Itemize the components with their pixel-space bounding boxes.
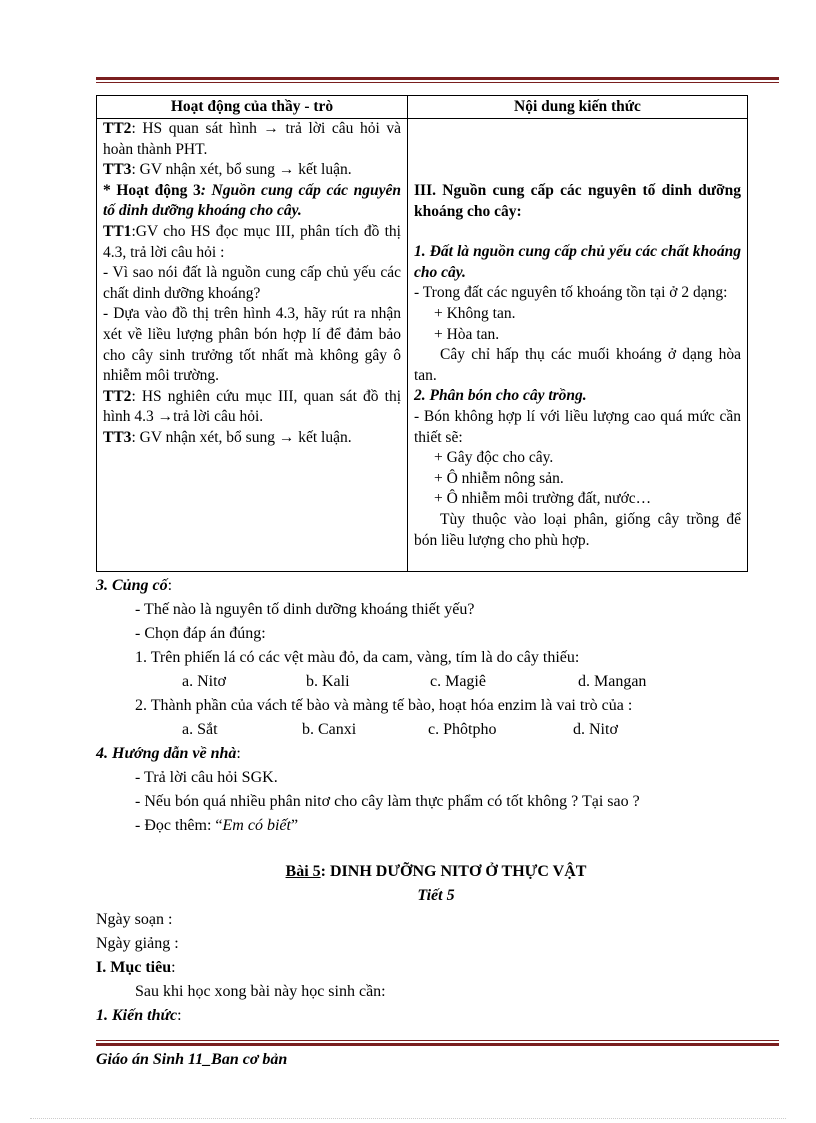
- content-gap: [414, 222, 741, 242]
- mc-question2: 2. Thành phần của vách tế bào và màng tế bào, hoạt hóa enzim là vai trò của :: [135, 697, 633, 714]
- sub1-item1: + Không tan.: [434, 304, 516, 322]
- page-edge: [30, 1118, 786, 1119]
- content-cell: [408, 119, 748, 572]
- sub2-line: - Bón không hợp lí với liều lượng cao quá mức cần thiết sẽ:: [414, 407, 741, 446]
- section-title: III. Nguồn cung cấp các nguyên tố dinh dưỡng khoáng cho cây:: [414, 182, 741, 220]
- footer-text: Giáo án Sinh 11_Ban cơ bản: [96, 1051, 288, 1068]
- header-teacher-student: Hoạt động của thầy - trò: [97, 96, 408, 119]
- objectives-line: Sau khi học xong bài này học sinh cần:: [135, 983, 386, 1000]
- lesson-title: Bài 5: DINH DƯỠNG NITƠ Ở THỰC VẬT: [285, 863, 587, 880]
- header-knowledge: Nội dung kiến thức: [408, 96, 748, 119]
- mc1-option-c: c. Magiê: [430, 673, 486, 690]
- left-line-tt3: TT3: GV nhận xét, bổ sung → kết luận.: [103, 161, 352, 179]
- table-row: [97, 119, 748, 572]
- mc1-option-d: d. Mangan: [578, 673, 647, 690]
- mc2-option-b: b. Canxi: [302, 721, 357, 738]
- sub1-item2: + Hòa tan.: [434, 325, 500, 343]
- mc1-option-b: b. Kali: [306, 673, 350, 690]
- objectives-heading: I. Mục tiêu:: [96, 959, 176, 976]
- huongdan-line3: - Đọc thêm: “Em có biết”: [135, 817, 299, 834]
- mc2-option-d: d. Nitơ: [573, 721, 618, 738]
- cungco-question2: - Chọn đáp án đúng:: [135, 625, 266, 642]
- sub1-line: - Trong đất các nguyên tố khoáng tồn tại ở 2 dạng:: [414, 284, 728, 302]
- left-line-question2: - Dựa vào đồ thị trên hình 4.3, hãy rút ra nhận xét về liều lượng phân bón hợp lí để đảm bảo cho cây sinh trưởng tốt nhất mà không gây ô nhiễm môi trường.: [103, 305, 401, 385]
- huongdan-line2: - Nếu bón quá nhiều phân nitơ cho cây làm thực phẩm có tốt không ? Tại sao ?: [135, 793, 640, 810]
- left-line-tt1: TT1:GV cho HS đọc mục III, phân tích đồ thị 4.3, trả lời câu hỏi :: [103, 222, 401, 261]
- date-prepared: Ngày soạn :: [96, 911, 173, 928]
- sub2-title: 2. Phân bón cho cây trồng.: [414, 387, 587, 405]
- left-line-tt3b: TT3: GV nhận xét, bổ sung → kết luận.: [103, 428, 352, 446]
- left-line-tt2: TT2: HS quan sát hình → trả lời câu hỏi và hoàn thành PHT.: [103, 120, 401, 158]
- mc1-option-a: a. Nitơ: [182, 673, 227, 690]
- huongdan-line1: - Trả lời câu hỏi SGK.: [135, 769, 278, 786]
- table-header-row: [97, 96, 748, 119]
- huongdan-heading: 4. Hướng dẫn về nhà:: [96, 745, 241, 762]
- lesson-period: Tiết 5: [417, 887, 455, 904]
- header-rule-thin: [96, 82, 779, 83]
- content-spacer: [414, 119, 741, 181]
- mc2-option-a: a. Sắt: [182, 721, 218, 738]
- footer-rule-thin: [96, 1040, 779, 1041]
- knowledge-heading: 1. Kiến thức:: [96, 1007, 182, 1024]
- lesson-table: [96, 95, 748, 572]
- sub1-note: Cây chỉ hấp thụ các muối khoáng ở dạng hòa tan.: [414, 346, 741, 384]
- date-taught: Ngày giảng :: [96, 935, 179, 952]
- sub2-item3: + Ô nhiễm môi trường đất, nước…: [434, 490, 652, 508]
- footer-rule-thick: [96, 1043, 779, 1046]
- left-line-question1: - Vì sao nói đất là nguồn cung cấp chủ yếu các chất dinh dưỡng khoáng?: [103, 264, 401, 302]
- sub2-note: Tùy thuộc vào loại phân, giống cây trồng để bón liều lượng cho phù hợp.: [414, 510, 741, 549]
- header-rule-thick: [96, 77, 779, 80]
- left-line-activity3: * Hoạt động 3: Nguồn cung cấp các nguyên tố dinh dưỡng khoáng cho cây.: [103, 181, 401, 220]
- sub2-item1: + Gây độc cho cây.: [434, 449, 554, 467]
- cungco-heading: 3. Củng cố:: [96, 577, 173, 594]
- left-line-tt2b: TT2: HS nghiên cứu mục III, quan sát đồ thị hình 4.3 →trả lời câu hỏi.: [103, 387, 401, 426]
- sub1-title: 1. Đất là nguồn cung cấp chủ yếu các chất khoáng cho cây.: [414, 243, 741, 281]
- sub2-item2: + Ô nhiễm nông sản.: [434, 469, 564, 487]
- activities-cell: [97, 119, 408, 572]
- cungco-question1: - Thế nào là nguyên tố dinh dưỡng khoáng thiết yếu?: [135, 601, 475, 618]
- mc2-option-c: c. Phôtpho: [428, 721, 497, 738]
- mc-question1: 1. Trên phiến lá có các vệt màu đỏ, da cam, vàng, tím là do cây thiếu:: [135, 649, 580, 666]
